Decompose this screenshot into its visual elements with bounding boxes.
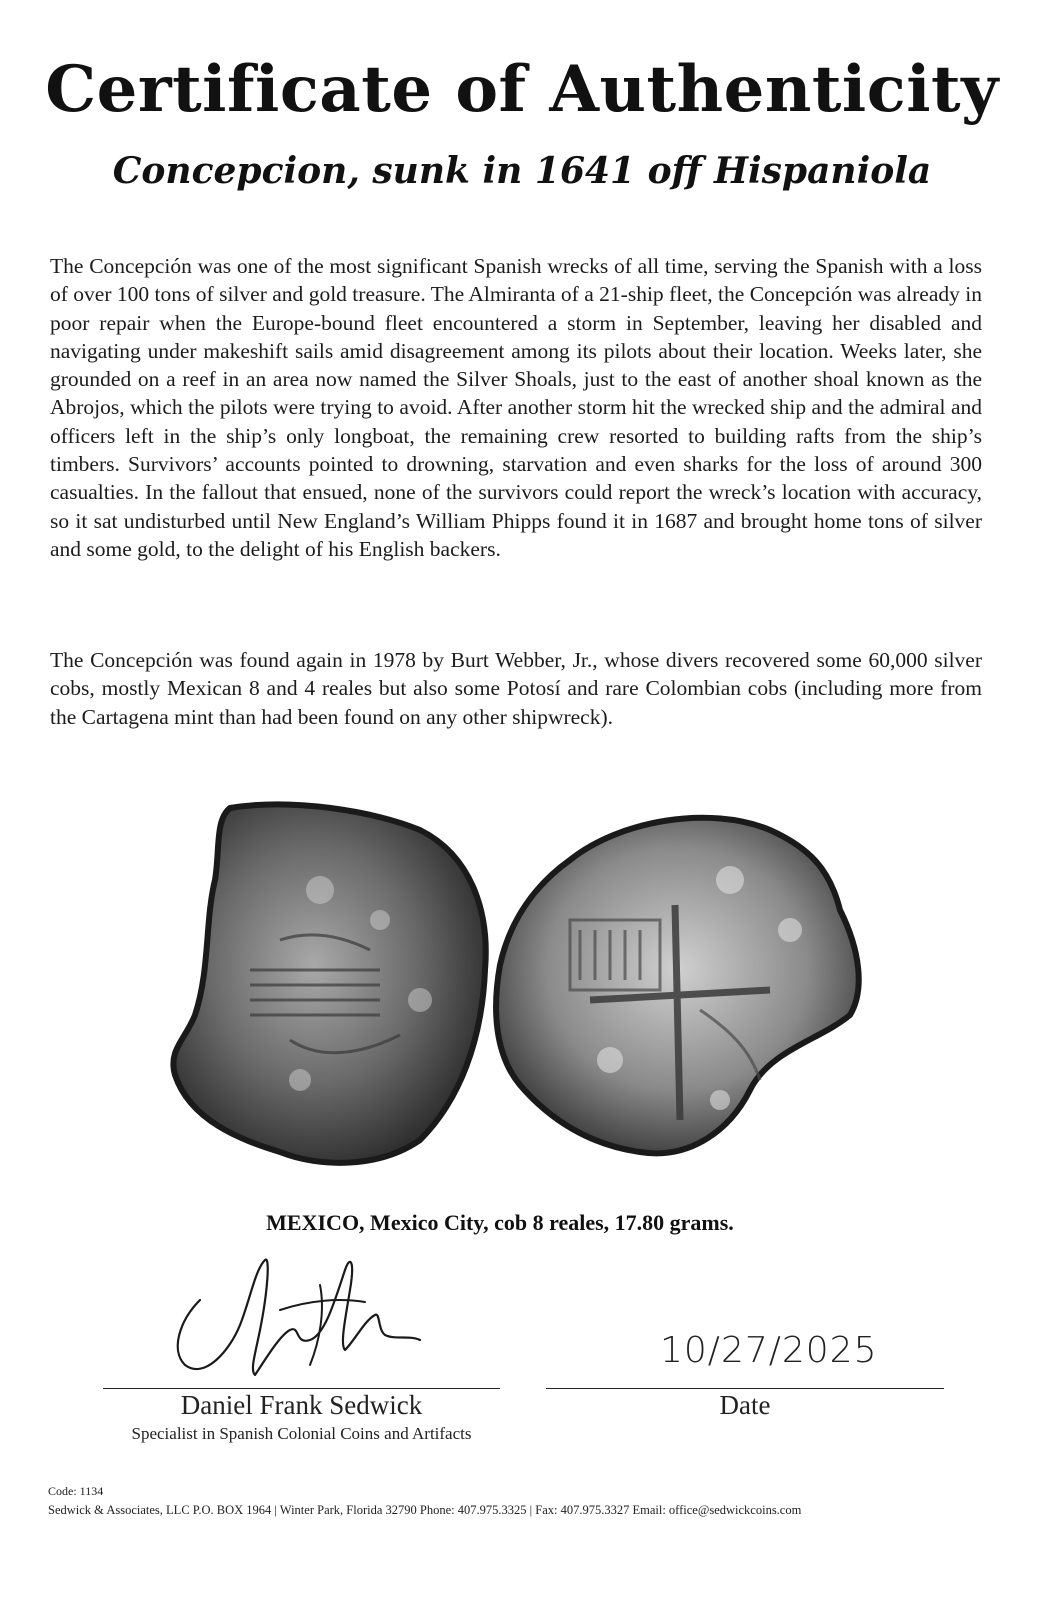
- date-label: Date: [719, 1390, 771, 1420]
- coin-reverse: [496, 818, 859, 1154]
- contact-footer: Sedwick & Associates, LLC P.O. BOX 1964 | Winter Park, Florida 32790 Phone: 407.975.3325 | Fax: 407.975.3327 Email: office@sedwickcoins.com: [48, 1503, 802, 1517]
- handwritten-signature: [160, 1240, 430, 1390]
- coin-caption: MEXICO, Mexico City, cob 8 reales, 17.80 grams.: [266, 1210, 734, 1235]
- history-paragraph-2: The Concepción was found again in 1978 by Burt Webber, Jr., whose divers recovered some 60,000 silver cobs, mostly Mexican 8 and 4 reales but also some Potosí and rare Colombian cobs (including more from the Cartagena mint than had been found on any other shipwreck).: [50, 648, 982, 729]
- history-paragraph-1: The Concepción was one of the most significant Spanish wrecks of all time, serving the Spanish with a loss of over 100 tons of silver and gold treasure. The Almiranta of a 21-ship fleet, the Concepción was already in poor repair when the Europe-bound fleet encountered a storm in September, leaving her disabled and navigating under makeshift sails amid disagreement among its pilots about their location. Weeks later, she grounded on a reef in an area now named the Silver Shoals, just to the east of another shoal known as the Abrojos, which the pilots were trying to avoid. After another storm hit the wrecked ship and the admiral and officers left in the ship’s only longboat, the remaining crew resorted to building rafts from the ship’s timbers. Survivors’ accounts pointed to drowning, starvation and even sharks for the loss of around 300 casualties. In the fallout that ensued, none of the survivors could report the wreck’s location with accuracy, so it sat undisturbed until New England’s William Phipps found it in 1687 and brought home tons of silver and some gold, to the delight of his English backers.: [50, 254, 982, 561]
- certificate-code: Code: 1134: [48, 1484, 104, 1498]
- coin-photo: [170, 800, 870, 1170]
- coin-obverse: [173, 804, 485, 1162]
- certificate-date-value: 10/27/2025: [660, 1330, 878, 1371]
- signature-line: [103, 1388, 500, 1389]
- certificate-subtitle: Concepcion, sunk in 1641 off Hispaniola: [112, 150, 932, 192]
- signer-title: Specialist in Spanish Colonial Coins and Artifacts: [131, 1424, 472, 1443]
- date-line: [546, 1388, 944, 1389]
- signer-name: Daniel Frank Sedwick: [180, 1390, 423, 1420]
- certificate-title: Certificate of Authenticity: [45, 52, 999, 127]
